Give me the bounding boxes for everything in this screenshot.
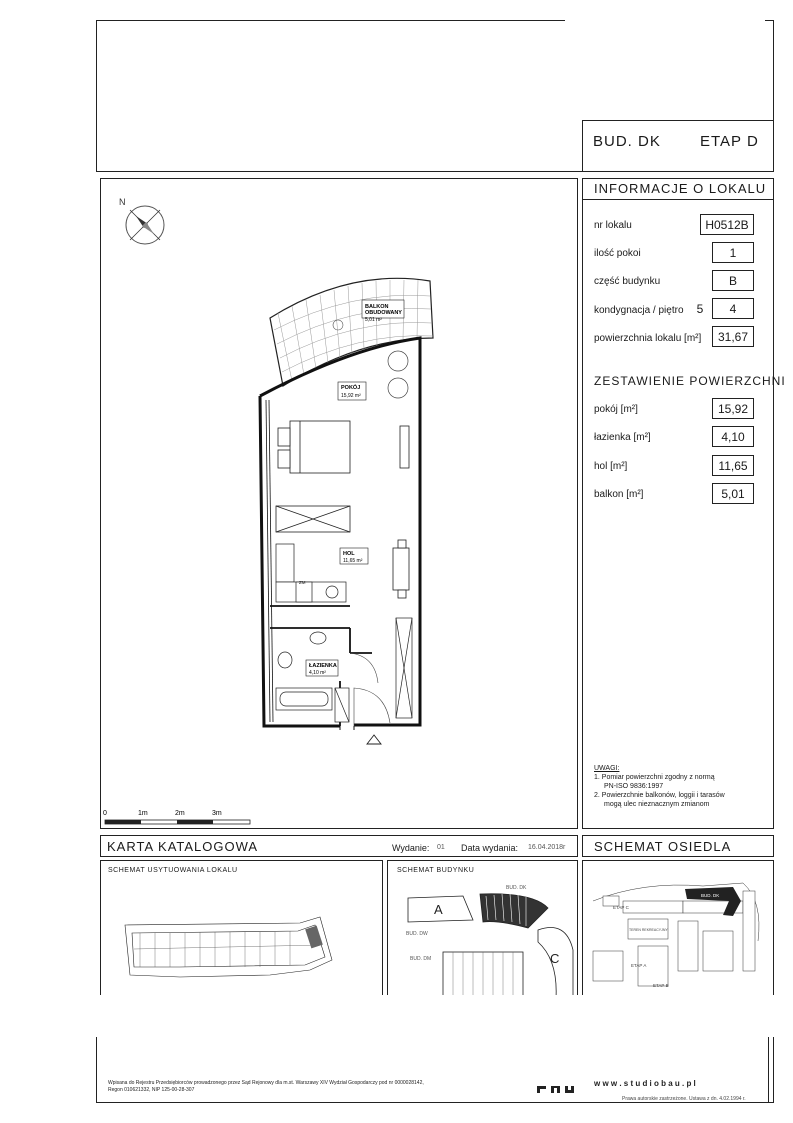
info-label-building-part: część budynku (594, 276, 661, 287)
info-title: INFORMACJE O LOKALU (594, 181, 767, 196)
area-label-balcony: balkon [m²] (594, 489, 644, 500)
areas-title: ZESTAWIENIE POWIERZCHNI (594, 374, 786, 388)
info-label-area: powierzchnia lokalu [m²] (594, 333, 702, 344)
building-dk-label: BUD. DK (506, 885, 527, 891)
scale-1m: 1m (138, 810, 148, 817)
scale-bar (103, 810, 250, 824)
stage-label: ETAP D (700, 133, 759, 150)
area-label-hall: hol [m²] (594, 461, 628, 472)
settlement-etap-b: ETAP B (653, 983, 669, 988)
location-title: SCHEMAT USYTUOWANIA LOKALU (108, 867, 238, 874)
settlement-schematic (583, 861, 773, 999)
header-divider (582, 120, 773, 121)
entry-cabinet (396, 618, 412, 718)
area-value-bathroom: 4,10 (712, 426, 754, 447)
north-arrow-icon (119, 197, 164, 244)
scale-3m: 3m (212, 810, 222, 817)
building-dm-label: BUD. DM (410, 956, 432, 962)
room-area-pokoj: 15,92 m² (341, 393, 361, 399)
note-line-1: 1. Pomiar powierzchni zgodny z normą (594, 774, 715, 781)
lower-frame (96, 1037, 774, 1103)
wardrobe (276, 506, 350, 532)
website-link[interactable]: w w w . s t u d i o b a u . p l (594, 1079, 696, 1088)
note-line-2: PN-ISO 9836:1997 (604, 783, 664, 790)
info-title-rule (582, 199, 774, 200)
notes-title: UWAGI: (594, 765, 620, 772)
note-line-4: mogą ulec nieznacznym zmianom (604, 801, 710, 808)
copyright-text: Prawa autorskie zastrzeżone. Ustawa z dn. 4.02.1994 r. (622, 1096, 746, 1102)
balcony-sub: OBUDOWANY (365, 310, 402, 316)
settlement-teren-label: TEREN REKREACYJNY (629, 928, 668, 932)
room-name-hol: HOL (343, 551, 355, 557)
settlement-title: SCHEMAT OSIEDLA (594, 839, 732, 854)
room-area-lazienka: 4,10 m² (309, 670, 326, 676)
door-swing-entry (354, 688, 390, 726)
building-c-label: C (550, 951, 560, 966)
info-label-floor: kondygnacja / piętro (594, 305, 684, 316)
info-value-building-part: B (712, 270, 754, 291)
studio-logo-icon (537, 1080, 575, 1087)
door-swing-balcony (388, 351, 408, 398)
note-line-3: 2. Powierzchnie balkonów, loggii i tarasów (594, 792, 725, 799)
floor-plan (100, 178, 578, 829)
settlement-etap-a: ETAP A (631, 963, 647, 968)
area-value-hall: 11,65 (712, 455, 754, 476)
info-label-unit-number: nr lokalu (594, 220, 632, 231)
info-value-area: 31,67 (712, 326, 754, 347)
room-name-pokoj: POKÓJ (341, 385, 361, 391)
settlement-dk-label: BUD. DK (701, 893, 720, 898)
room-area-hol: 11,65 m² (343, 558, 363, 564)
info-value-floor: 4 (712, 298, 754, 319)
fridge-label: ZM (299, 580, 306, 585)
info-value-level: 5 (696, 302, 704, 316)
edition-label: Wydanie: (392, 843, 430, 853)
balcony-area: 5,01 m² (365, 317, 382, 323)
info-label-rooms: ilość pokoi (594, 248, 641, 259)
area-value-balcony: 5,01 (712, 483, 754, 504)
header-frame (96, 20, 774, 172)
bathroom-fixtures (276, 632, 349, 722)
date-label: Data wydania: (461, 843, 519, 853)
header-divider-v (582, 120, 583, 171)
blank-band (90, 995, 790, 1037)
registry-line-2: Regon 010621332, NIP 125-00-28-307 (108, 1087, 195, 1093)
registry-line-1: Wpisana do Rejestru Przedsiębiorców prowadzonego przez Sąd Rejonowy dla m.st. Warszawy XIV Wydział Gospodarczy pod nr 0000028142, (108, 1080, 424, 1086)
building-label: BUD. DK (593, 133, 661, 150)
area-label-room: pokój [m²] (594, 404, 638, 415)
header-mask (565, 14, 765, 34)
building-schematic (388, 880, 577, 998)
bed (278, 421, 350, 473)
edition-value: 01 (437, 844, 445, 851)
area-value-room: 15,92 (712, 398, 754, 419)
info-value-rooms: 1 (712, 242, 754, 263)
scale-2m: 2m (175, 810, 185, 817)
room-name-lazienka: ŁAZIENKA (309, 663, 337, 669)
area-label-bathroom: łazienka [m²] (594, 432, 651, 443)
tv-unit (400, 426, 409, 468)
date-value: 16.04.2018r (528, 844, 566, 851)
lower-divider (768, 1037, 769, 1103)
building-title: SCHEMAT BUDYNKU (397, 867, 475, 874)
door-swing-bathroom (350, 653, 378, 683)
svg-text:N: N (119, 197, 126, 207)
kitchenette (276, 544, 346, 602)
settlement-etap-c: ETAP C (613, 905, 629, 910)
building-dw-label: BUD. DW (406, 931, 428, 937)
balcony-name: BALKON (365, 304, 389, 310)
scale-0: 0 (103, 810, 107, 817)
catalog-title: KARTA KATALOGOWA (107, 839, 259, 854)
dining-table (393, 540, 409, 598)
balcony (270, 278, 433, 386)
info-value-unit-number: H0512B (700, 214, 754, 235)
entrance-icon (367, 735, 381, 744)
location-schematic (120, 915, 340, 995)
building-a-label: A (434, 902, 443, 917)
